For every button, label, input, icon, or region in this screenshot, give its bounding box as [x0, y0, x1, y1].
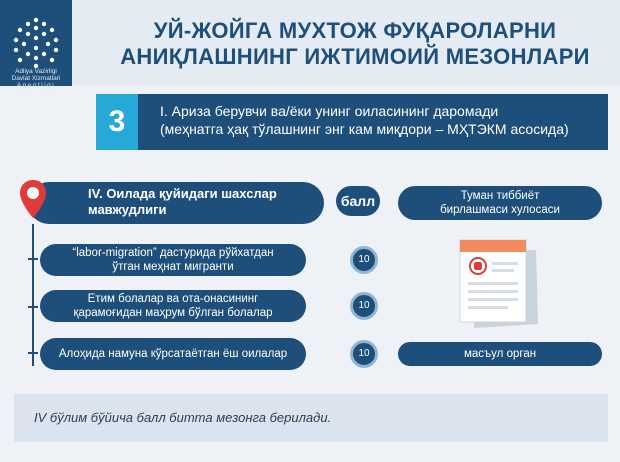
- criteria-row: [40, 244, 306, 276]
- criteria-header-line-1: IV. Оилада қуйидаги шахслар: [88, 186, 277, 201]
- score-circle: 10: [350, 340, 378, 368]
- location-pin-icon: [18, 178, 48, 222]
- criteria-row: [40, 290, 306, 322]
- timeline-tick: [28, 258, 38, 260]
- score-circle: 10: [350, 292, 378, 320]
- authority-line-1: Туман тиббиёт: [460, 190, 540, 202]
- row-2-line-1: Етим болалар ва ота-онасининг: [87, 293, 259, 305]
- section-line-1: I. Ариза берувчи ва/ёки унинг оиласининг даромади: [160, 103, 499, 119]
- row-1-line-1: “labor-migration” дастурида рўйхатдан: [72, 247, 274, 259]
- page-title: [120, 18, 590, 70]
- authority-header: [398, 186, 602, 220]
- timeline-tick: [28, 306, 38, 308]
- logo-line-2: Davlat Xizmatlari: [11, 75, 61, 82]
- logo-caption: [4, 68, 68, 89]
- row-2-line-2: қарамоғидан маҳрум бўлган болалар: [73, 307, 273, 319]
- responsible-body: масъул орган: [398, 342, 602, 366]
- timeline-line: [32, 224, 34, 366]
- timeline-tick: [28, 352, 38, 354]
- section-number-badge: 3: [96, 94, 138, 150]
- criteria-row: [40, 338, 306, 370]
- score-circle: 10: [350, 246, 378, 274]
- section-description: [138, 94, 608, 150]
- section-line-2: (меҳнатга ҳақ тўлашнинг энг кам миқдори – МҲТЭКМ асосида): [160, 121, 569, 137]
- medical-document-icon: [448, 232, 544, 332]
- criteria-header-line-2: мавжудлиги: [88, 202, 167, 217]
- authority-line-2: бирлашмаси хулосаси: [440, 204, 560, 216]
- footer-note: IV бўлим бўйича балл битта мезонга берилади.: [14, 394, 608, 442]
- row-1-line-2: ўтган меҳнат мигранти: [112, 261, 234, 273]
- logo-line-3: Agentligi: [16, 82, 56, 89]
- score-header: балл: [336, 186, 380, 216]
- title-line-1: УЙ-ЖОЙГА МУХТОЖ ФУҚАРОЛАРНИ: [153, 18, 557, 43]
- title-line-2: АНИҚЛАШНИНГ ИЖТИМОИЙ МЕЗОНЛАРИ: [120, 44, 590, 69]
- logo-panel: [0, 0, 72, 89]
- criteria-header: [28, 182, 324, 224]
- row-3-line-1: Алоҳида намуна кўрсатаётган ёш оилалар: [58, 348, 288, 360]
- logo-line-1: Adliya Vazirligi: [15, 68, 57, 75]
